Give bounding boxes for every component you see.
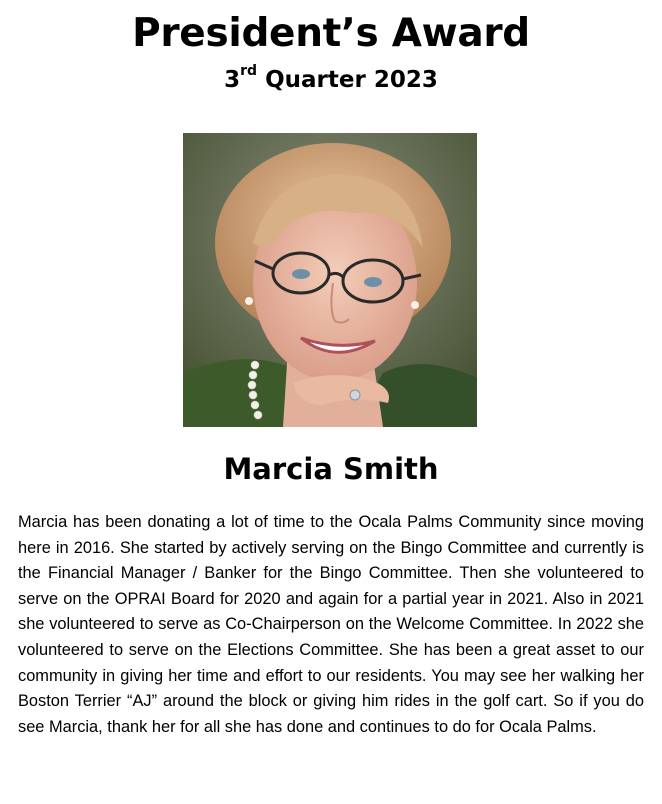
award-quarter xyxy=(0,64,662,96)
quarter-year: Quarter 2023 xyxy=(257,67,438,93)
page-title: President’s Award xyxy=(132,11,530,56)
recipient-bio: Marcia has been donating a lot of time to the Ocala Palms Community since moving here in 2016. She started by actively serving on the Bingo Committee and currently is the Financial Manager / Banker for the Bingo Committee. Then she volunteered to serve on the OPRAI Board for 2020 and again for a partial year in 2021. Also in 2021 she volunteered to serve as Co-Chairperson on the Welcome Committee. In 2022 she volunteered to serve on the Elections Committee. She has been a great asset to our community in giving her time and effort to our residents. You may see her walking her Boston Terrier “AJ” around the block or giving him rides in the golf cart. So if you do see Marcia, thank her for all she has done and continues to do for Ocala Palms. xyxy=(18,513,644,736)
recipient-photo xyxy=(183,133,477,427)
portrait-photo-icon xyxy=(183,133,477,427)
quarter-ordinal: 3 xyxy=(224,67,241,93)
quarter-ordinal-suffix: rd xyxy=(240,63,258,80)
recipient-name: Marcia Smith xyxy=(223,452,439,486)
